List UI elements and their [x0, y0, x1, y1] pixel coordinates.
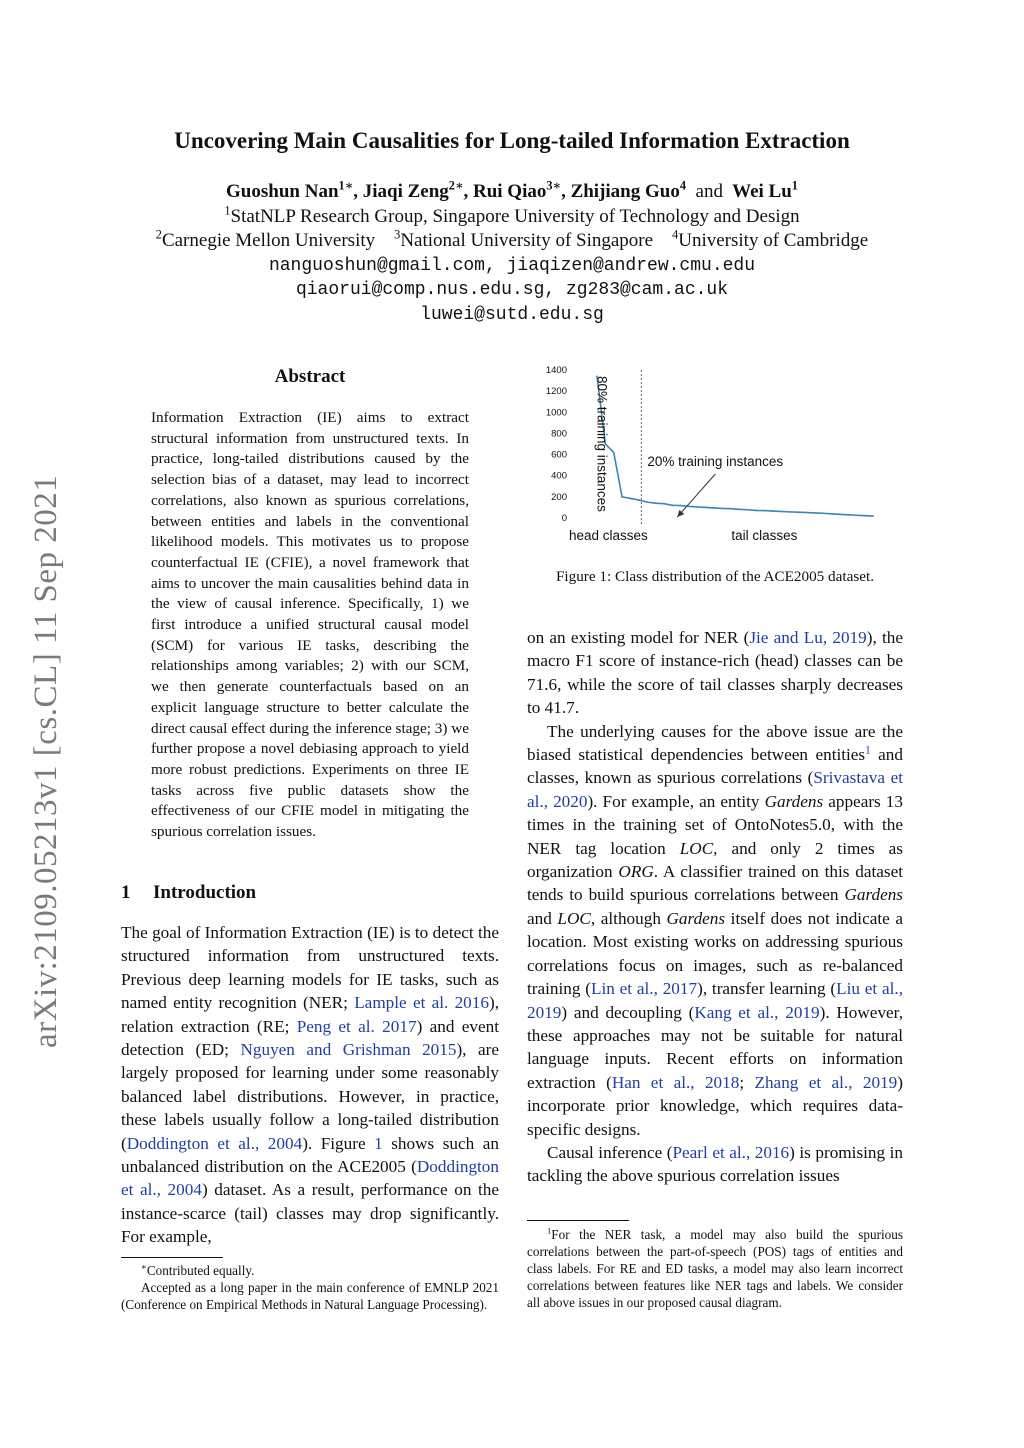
text-run: on an existing model for NER ( — [527, 628, 750, 647]
figure-link[interactable]: 1 — [374, 1133, 383, 1153]
data-point — [797, 511, 799, 513]
text-run: ), are largely proposed for learning under some reasonably balanced label distributions. However, in practice, these labels usually follow a long-tailed distribution ( — [121, 1040, 499, 1153]
data-point — [696, 506, 698, 508]
email-line[interactable]: luwei@sutd.edu.sg — [420, 304, 604, 325]
text-run: and classes, known as spurious correlations ( — [527, 745, 903, 788]
data-point — [688, 505, 690, 507]
footnote-text: For the NER task, a model may also build the spurious correlations between the part-of-speech (POS) tags of entities and class labels. For RE and ED tasks, a model may also learn incorrect correlations between features like NER tags and labels. We consider all above issues in our proposed causal diagram. — [527, 1227, 903, 1310]
author-mark: 1∗ — [338, 178, 354, 193]
text-run: itself does not indicate a location. Most existing works on addressing spurious correlations focus on images, such as re-balanced training ( — [527, 908, 903, 999]
citation-link[interactable]: Srivastava et al., 2020 — [527, 768, 904, 811]
text-run: ) and decoupling ( — [561, 1002, 695, 1022]
citation-link[interactable]: Nguyen and Grishman 2015 — [240, 1040, 457, 1060]
y-tick-label: 400 — [551, 470, 567, 482]
aff-mark: 4 — [672, 227, 679, 242]
citation-link[interactable]: Peng et al. 2017 — [296, 1016, 417, 1036]
author-mark: 3∗ — [546, 178, 562, 193]
data-point — [805, 512, 807, 514]
author-mark: 4 — [679, 178, 687, 193]
y-tick-label: 0 — [561, 513, 567, 524]
email-line[interactable]: nanguoshun@gmail.com, jiaqizen@andrew.cmu.edu — [268, 255, 756, 276]
entity-term: LOC — [557, 908, 591, 928]
footnote-rule — [527, 1220, 629, 1221]
data-point — [630, 498, 632, 500]
affiliation-line — [0, 205, 1024, 230]
data-point — [830, 513, 832, 515]
affiliation: Carnegie Mellon University — [161, 230, 376, 251]
text-run: ) is promising in tackling the above spurious correlation issues — [527, 1142, 903, 1186]
annotation-arrowhead — [677, 510, 684, 517]
author-names: Guoshun Nan$^{1∗}$, Jiaqi Zeng$^{2∗}$, Rui Qiao$^{3∗}$, Zhijiang Guo$^4$ and Wei Lu$^1$ — [226, 178, 798, 202]
series-points — [596, 375, 874, 517]
text-run: ) incorporate prior knowledge, which requires data-specific designs. — [527, 1072, 903, 1139]
footnote-link[interactable]: 1 — [865, 744, 871, 757]
text-run: and — [527, 908, 558, 928]
text-run: ), the macro F1 score of instance-rich (head) classes can be 71.6, while the score of tail classes sharply decreases to 41.7. — [527, 628, 903, 718]
author-name: Wei Lu — [732, 181, 792, 202]
affiliation: National University of Singapore — [400, 230, 654, 251]
author-and: and — [695, 181, 723, 202]
citation-link[interactable]: Kang et al., 2019 — [694, 1002, 820, 1022]
y-tick-label: 200 — [551, 491, 567, 503]
data-point — [864, 515, 866, 517]
footnote-right — [527, 1226, 903, 1311]
data-point — [814, 512, 816, 514]
footnote-text: Contributed equally. — [146, 1263, 255, 1278]
affiliation: StatNLP Research Group, Singapore University of Technology and Design — [230, 205, 800, 227]
data-point — [722, 508, 724, 510]
author-mark: 2∗ — [448, 178, 464, 193]
data-point — [730, 508, 732, 510]
y-tick-label: 800 — [551, 428, 567, 440]
data-point — [772, 510, 774, 512]
footnote-text: Accepted as a long paper in the main conference of EMNLP 2021 (Conference on Empirical Methods in Natural Language Processing). — [121, 1280, 499, 1312]
entity-term: Gardens — [844, 885, 903, 905]
affiliation: University of Cambridge — [678, 230, 869, 251]
citation-link[interactable]: Doddington et al., 2004 — [121, 1157, 499, 1200]
citation-link[interactable]: Lin et al., 2017 — [591, 979, 698, 999]
y-tick-label: 1400 — [545, 365, 567, 376]
author-block — [0, 180, 1024, 327]
data-point — [638, 499, 640, 501]
annotation-80-percent: 80% training instances — [594, 376, 610, 512]
data-point — [621, 496, 623, 498]
author-name: Guoshun Nan — [226, 181, 339, 202]
footnote-left — [121, 1262, 499, 1313]
data-point — [655, 502, 657, 504]
affiliation-line — [0, 229, 1024, 254]
entity-term: LOC — [679, 838, 714, 858]
class-distribution-chart — [537, 360, 893, 550]
author-name: Jiaqi Zeng — [362, 181, 449, 202]
data-point — [855, 514, 857, 516]
section-title: Introduction — [153, 882, 257, 903]
abstract-text: Information Extraction (IE) aims to extract structural information from unstructured texts. In practice, long-tailed distributions caused by the selection bias of a dataset, may lead to incorrect correlations, also known as spurious correlations, between entities and labels in the conventional likelihood models. This motivates us to propose counterfactual IE (CFIE), a novel framework that aims to uncover the main causalities behind data in the view of causal inference. Specifically, 1) we first introduce a unified structural causal model (SCM) for various IE tasks, describing the relationships among variables; 2) with our SCM, we then generate counterfactuals based on an explicit language structure to better calculate the direct causal effect during the inference stage; 3) we further propose a novel debiasing approach to yield more robust predictions. Experiments on three IE tasks across five public datasets show the effectiveness of our CFIE model in mitigating the spurious correlation issues. — [151, 409, 469, 841]
text-run: . A classifier trained on this dataset tends to build spurious correlations between — [527, 862, 903, 905]
text-run: ) dataset. As a result, performance on the instance-scarce (tail) classes may drop significantly. For example, — [121, 1180, 499, 1247]
data-point — [646, 501, 648, 503]
data-point — [847, 514, 849, 516]
data-point — [613, 452, 615, 454]
y-axis — [546, 365, 567, 524]
text-run: Causal inference ( — [547, 1142, 673, 1162]
citation-link[interactable]: Liu et al., 2019 — [527, 979, 903, 1022]
text-run: ; — [739, 1072, 755, 1092]
right-column-text — [527, 626, 903, 1188]
entity-term: Gardens — [764, 791, 824, 811]
footnote-rule — [121, 1257, 223, 1258]
footnote-mark: ∗ — [141, 1261, 147, 1272]
data-point — [680, 505, 682, 507]
data-point — [747, 509, 749, 511]
aff-mark: 1 — [224, 203, 231, 218]
text-run: shows such an unbalanced distribution on the ACE2005 ( — [121, 1133, 499, 1177]
citation-link[interactable]: Pearl et al., 2016 — [672, 1142, 790, 1162]
tail-classes-label: tail classes — [731, 528, 798, 543]
author-name: Rui Qiao — [472, 181, 547, 202]
data-point — [705, 507, 707, 509]
data-point — [671, 504, 673, 506]
abstract-heading: Abstract — [274, 366, 346, 387]
entity-term: ORG — [618, 862, 654, 882]
data-point — [788, 511, 790, 513]
annotation-arrow — [677, 474, 715, 517]
author-name: Zhijiang Guo — [570, 181, 680, 202]
data-point — [663, 503, 665, 505]
text-run: ). Figure — [302, 1133, 375, 1153]
data-point — [822, 512, 824, 514]
annotation-20-percent: 20% training instances — [647, 454, 784, 469]
data-point — [763, 510, 765, 512]
text-run: The underlying causes for the above issue are the biased statistical dependencies between entities — [527, 721, 903, 765]
footnote-mark: 1 — [547, 1225, 552, 1236]
arxiv-stamp: arXiv:2109.05213v1 [cs.CL] 11 Sep 2021 — [28, 474, 64, 1048]
y-tick-label: 600 — [551, 449, 567, 461]
section-heading — [121, 882, 256, 904]
text-run: ), transfer learning ( — [697, 979, 837, 999]
text-run: , and only 2 times as organization — [527, 838, 903, 882]
email-line[interactable]: qiaorui@comp.nus.edu.sg, zg283@cam.ac.uk — [295, 280, 729, 300]
intro-paragraph — [121, 921, 499, 1249]
data-point — [738, 508, 740, 510]
text-run: ), relation extraction (RE; — [121, 993, 499, 1036]
aff-mark: 2 — [155, 227, 162, 242]
citation-link[interactable]: Han et al., 2018 — [611, 1072, 740, 1092]
data-point — [713, 507, 715, 509]
aff-mark: 3 — [394, 227, 401, 242]
paper-title: Uncovering Main Causalities for Long-tailed Information Extraction — [174, 128, 850, 153]
data-point — [755, 509, 757, 511]
entity-term: Gardens — [666, 908, 726, 928]
y-tick-label: 1200 — [545, 386, 567, 398]
citation-link[interactable]: Jie and Lu, 2019 — [749, 628, 867, 647]
section-number: 1 — [121, 882, 131, 903]
y-tick-label: 1000 — [545, 407, 567, 419]
data-point — [839, 513, 841, 515]
data-point — [872, 515, 874, 517]
text-run: , although — [590, 908, 667, 928]
text-run: ). For example, an entity — [587, 791, 765, 811]
text-run: ). However, these approaches may not be suitable for natural language inputs. Recent efforts on information extraction ( — [527, 1002, 903, 1092]
text-run: ) and event detection (ED; — [121, 1016, 499, 1060]
citation-link[interactable]: Doddington et al., 2004 — [126, 1133, 303, 1153]
author-mark: 1 — [791, 178, 798, 193]
citation-link[interactable]: Lample et al. 2016 — [354, 993, 489, 1013]
head-classes-label: head classes — [569, 528, 648, 543]
text-run: The goal of Information Extraction (IE) is to detect the structured information from unstructured texts. Previous deep learning models for IE tasks, such as named entity recognition (NER; — [121, 923, 499, 1013]
figure-caption: Figure 1: Class distribution of the ACE2005 dataset. — [555, 568, 875, 585]
data-point — [780, 511, 782, 513]
text-run: appears 13 times in the training set of OntoNotes5.0, with the NER tag location — [527, 791, 903, 858]
citation-link[interactable]: Zhang et al., 2019 — [754, 1072, 898, 1092]
series-line — [597, 376, 873, 516]
